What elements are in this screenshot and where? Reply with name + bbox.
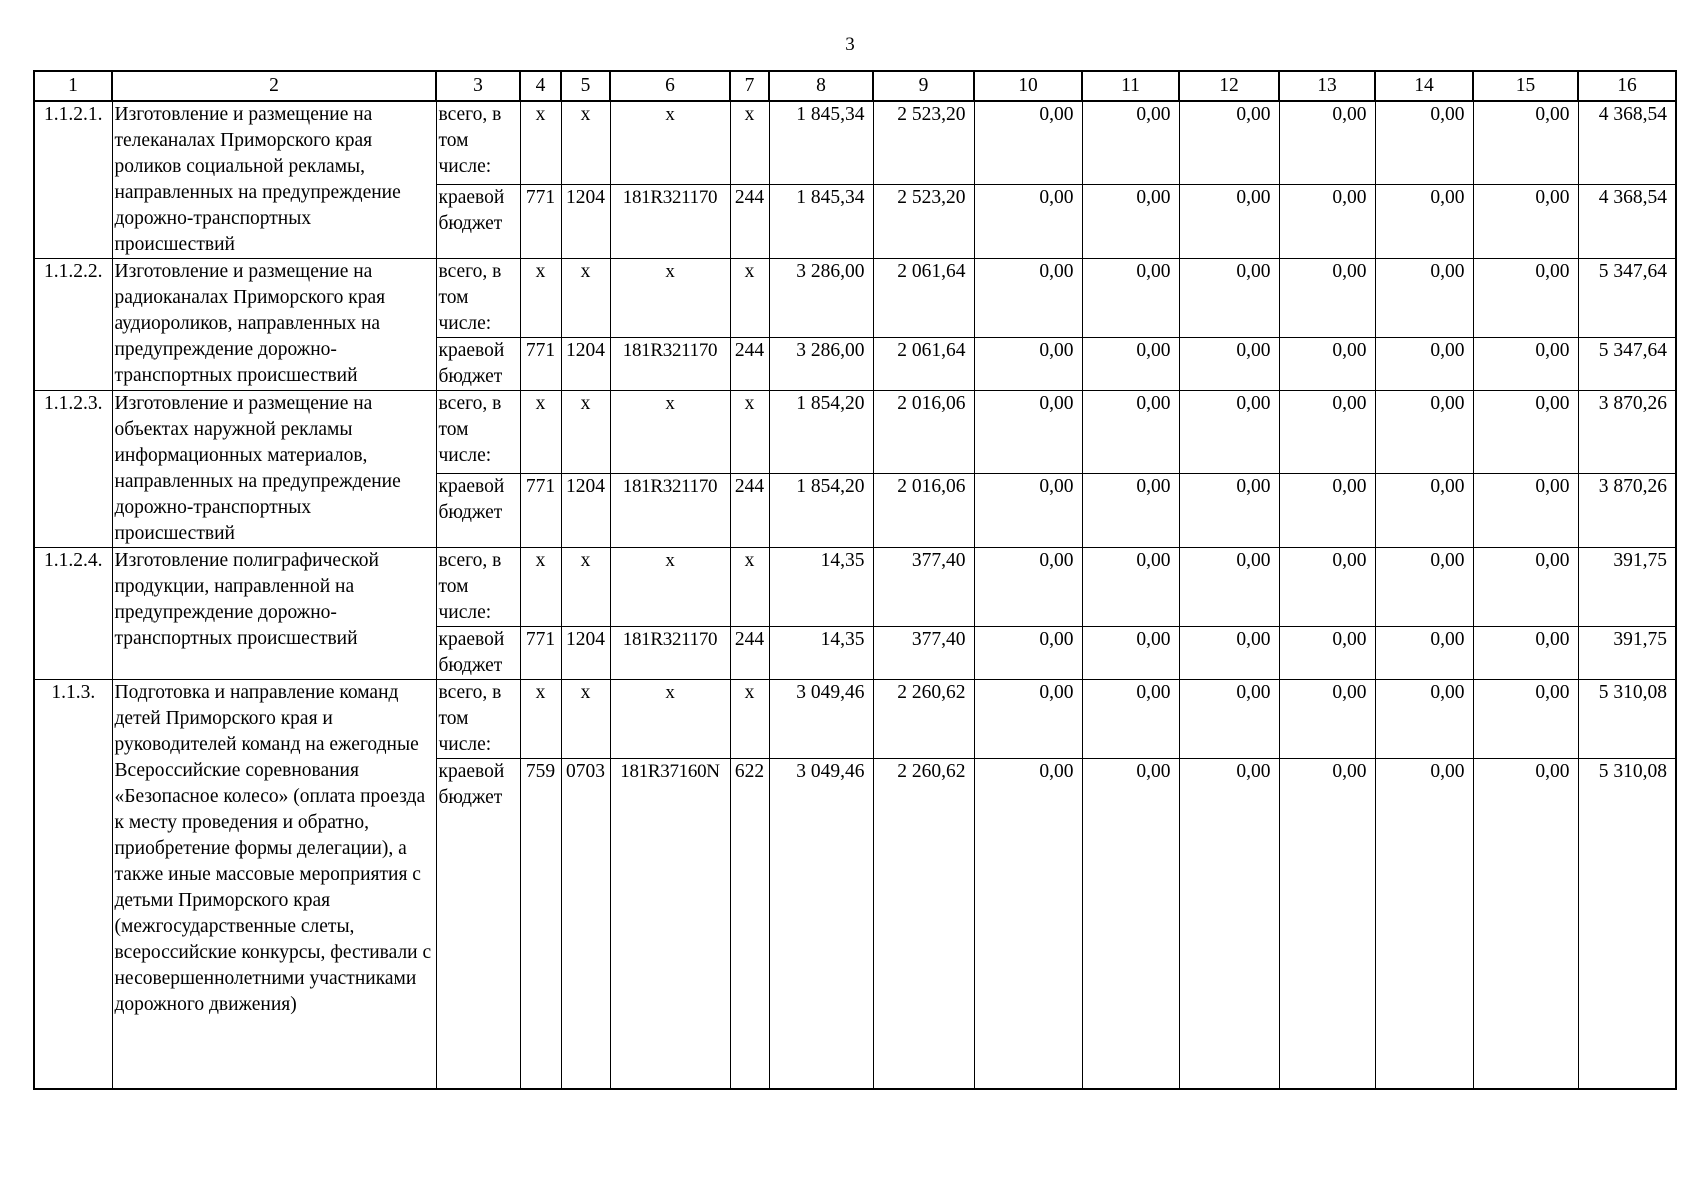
page-number: 3 [845, 34, 855, 55]
value-cell-col-11: 0,00 [1082, 548, 1179, 627]
value-cell-col-4: x [520, 680, 561, 759]
value-cell-col-9: 2 016,06 [873, 391, 974, 474]
value-cell-col-7: 244 [730, 185, 769, 259]
value-cell-col-6: x [610, 548, 730, 627]
value-cell-col-7: 244 [730, 338, 769, 391]
table-row [34, 391, 1676, 474]
funding-source: всего, в том числе: [436, 680, 520, 759]
column-number-row [34, 71, 1676, 101]
value-cell-col-12: 0,00 [1179, 548, 1279, 627]
column-header: 6 [610, 71, 730, 101]
row-number: 1.1.2.2. [34, 259, 112, 391]
column-header: 13 [1279, 71, 1375, 101]
value-cell-col-16: 391,75 [1578, 627, 1676, 680]
value-cell-col-13: 0,00 [1279, 474, 1375, 548]
value-cell-col-12: 0,00 [1179, 759, 1279, 1089]
value-cell-col-14: 0,00 [1375, 338, 1473, 391]
column-header: 15 [1473, 71, 1578, 101]
funding-source: всего, в том числе: [436, 548, 520, 627]
value-cell-col-9: 2 260,62 [873, 759, 974, 1089]
row-description: Изготовление и размещение на объектах наружной рекламы информационных материалов, направленных на предупреждение дорожно-транспортных происшествий [112, 391, 436, 548]
value-cell-col-11: 0,00 [1082, 627, 1179, 680]
value-cell-col-10: 0,00 [974, 548, 1082, 627]
value-cell-col-8: 1 845,34 [769, 101, 873, 185]
value-cell-col-13: 0,00 [1279, 680, 1375, 759]
funding-source: краевой бюджет [436, 759, 520, 1089]
column-header: 14 [1375, 71, 1473, 101]
value-cell-col-13: 0,00 [1279, 759, 1375, 1089]
value-cell-col-7: 244 [730, 627, 769, 680]
value-cell-col-5: 1204 [561, 627, 610, 680]
value-cell-col-15: 0,00 [1473, 548, 1578, 627]
value-cell-col-5: 1204 [561, 338, 610, 391]
value-cell-col-14: 0,00 [1375, 101, 1473, 185]
value-cell-col-9: 2 523,20 [873, 185, 974, 259]
funding-source: краевой бюджет [436, 185, 520, 259]
funding-source: краевой бюджет [436, 338, 520, 391]
value-cell-col-4: 771 [520, 185, 561, 259]
table-row [34, 101, 1676, 185]
value-cell-col-5: x [561, 101, 610, 185]
value-cell-col-5: x [561, 259, 610, 338]
value-cell-col-8: 1 845,34 [769, 185, 873, 259]
column-header: 7 [730, 71, 769, 101]
value-cell-col-7: 622 [730, 759, 769, 1089]
value-cell-col-12: 0,00 [1179, 185, 1279, 259]
row-number: 1.1.2.3. [34, 391, 112, 548]
value-cell-col-16: 391,75 [1578, 548, 1676, 627]
value-cell-col-12: 0,00 [1179, 391, 1279, 474]
row-description: Изготовление и размещение на радиоканалах Приморского края аудиороликов, направленных на предупреждение дорожно-транспортных происшествий [112, 259, 436, 391]
value-cell-col-11: 0,00 [1082, 259, 1179, 338]
value-cell-col-11: 0,00 [1082, 680, 1179, 759]
value-cell-col-15: 0,00 [1473, 338, 1578, 391]
row-number: 1.1.3. [34, 680, 112, 1089]
value-cell-col-16: 4 368,54 [1578, 101, 1676, 185]
value-cell-col-7: x [730, 259, 769, 338]
value-cell-col-10: 0,00 [974, 101, 1082, 185]
value-cell-col-14: 0,00 [1375, 474, 1473, 548]
value-cell-col-16: 4 368,54 [1578, 185, 1676, 259]
value-cell-col-7: x [730, 391, 769, 474]
value-cell-col-12: 0,00 [1179, 474, 1279, 548]
column-header: 4 [520, 71, 561, 101]
value-cell-col-15: 0,00 [1473, 680, 1578, 759]
value-cell-col-9: 2 061,64 [873, 259, 974, 338]
column-header: 16 [1578, 71, 1676, 101]
value-cell-col-7: x [730, 101, 769, 185]
value-cell-col-10: 0,00 [974, 185, 1082, 259]
value-cell-col-10: 0,00 [974, 338, 1082, 391]
value-cell-col-4: x [520, 259, 561, 338]
value-cell-col-11: 0,00 [1082, 185, 1179, 259]
column-header: 8 [769, 71, 873, 101]
value-cell-col-4: 771 [520, 474, 561, 548]
value-cell-col-14: 0,00 [1375, 391, 1473, 474]
value-cell-col-13: 0,00 [1279, 627, 1375, 680]
value-cell-col-13: 0,00 [1279, 391, 1375, 474]
value-cell-col-11: 0,00 [1082, 474, 1179, 548]
value-cell-col-9: 377,40 [873, 548, 974, 627]
value-cell-col-14: 0,00 [1375, 548, 1473, 627]
value-cell-col-10: 0,00 [974, 474, 1082, 548]
value-cell-col-16: 5 347,64 [1578, 338, 1676, 391]
funding-source: краевой бюджет [436, 474, 520, 548]
value-cell-col-8: 3 286,00 [769, 259, 873, 338]
value-cell-col-16: 5 310,08 [1578, 680, 1676, 759]
value-cell-col-10: 0,00 [974, 680, 1082, 759]
value-cell-col-15: 0,00 [1473, 759, 1578, 1089]
value-cell-col-8: 1 854,20 [769, 474, 873, 548]
value-cell-col-6: 181R321170 [610, 338, 730, 391]
value-cell-col-7: x [730, 548, 769, 627]
table-row [34, 680, 1676, 759]
value-cell-col-16: 5 347,64 [1578, 259, 1676, 338]
value-cell-col-11: 0,00 [1082, 338, 1179, 391]
value-cell-col-5: x [561, 548, 610, 627]
value-cell-col-9: 2 016,06 [873, 474, 974, 548]
value-cell-col-12: 0,00 [1179, 259, 1279, 338]
value-cell-col-9: 2 260,62 [873, 680, 974, 759]
value-cell-col-8: 1 854,20 [769, 391, 873, 474]
column-header: 2 [112, 71, 436, 101]
value-cell-col-6: 181R321170 [610, 185, 730, 259]
value-cell-col-4: x [520, 101, 561, 185]
value-cell-col-5: 1204 [561, 185, 610, 259]
value-cell-col-6: 181R321170 [610, 627, 730, 680]
value-cell-col-5: 0703 [561, 759, 610, 1089]
row-number: 1.1.2.4. [34, 548, 112, 680]
value-cell-col-4: 759 [520, 759, 561, 1089]
value-cell-col-6: x [610, 680, 730, 759]
value-cell-col-10: 0,00 [974, 627, 1082, 680]
row-description: Подготовка и направление команд детей Приморского края и руководителей команд на ежегодные Всероссийские соревнования «Безопасное колесо» (оплата проезда к месту проведения и обратно, приобретение формы делегации), а также иные массовые мероприятия с детьми Приморского края (межгосударственные слеты, всероссийские конкурсы, фестивали с несовершеннолетними участниками дорожного движения) [112, 680, 436, 1089]
value-cell-col-4: 771 [520, 338, 561, 391]
value-cell-col-9: 2 523,20 [873, 101, 974, 185]
value-cell-col-11: 0,00 [1082, 759, 1179, 1089]
value-cell-col-11: 0,00 [1082, 101, 1179, 185]
value-cell-col-13: 0,00 [1279, 101, 1375, 185]
column-header: 11 [1082, 71, 1179, 101]
value-cell-col-15: 0,00 [1473, 101, 1578, 185]
value-cell-col-6: 181R321170 [610, 474, 730, 548]
value-cell-col-12: 0,00 [1179, 101, 1279, 185]
value-cell-col-10: 0,00 [974, 759, 1082, 1089]
value-cell-col-10: 0,00 [974, 259, 1082, 338]
column-header: 1 [34, 71, 112, 101]
column-header: 12 [1179, 71, 1279, 101]
value-cell-col-12: 0,00 [1179, 338, 1279, 391]
value-cell-col-16: 3 870,26 [1578, 391, 1676, 474]
value-cell-col-5: 1204 [561, 474, 610, 548]
value-cell-col-8: 3 049,46 [769, 680, 873, 759]
value-cell-col-10: 0,00 [974, 391, 1082, 474]
value-cell-col-6: x [610, 391, 730, 474]
column-header: 9 [873, 71, 974, 101]
value-cell-col-12: 0,00 [1179, 627, 1279, 680]
table-row [34, 548, 1676, 627]
row-number: 1.1.2.1. [34, 101, 112, 259]
value-cell-col-6: 181R37160N [610, 759, 730, 1089]
value-cell-col-7: 244 [730, 474, 769, 548]
value-cell-col-14: 0,00 [1375, 259, 1473, 338]
value-cell-col-15: 0,00 [1473, 474, 1578, 548]
value-cell-col-5: x [561, 680, 610, 759]
column-header: 10 [974, 71, 1082, 101]
value-cell-col-7: x [730, 680, 769, 759]
value-cell-col-13: 0,00 [1279, 185, 1375, 259]
row-description: Изготовление и размещение на телеканалах Приморского края роликов социальной рекламы, направленных на предупреждение дорожно-транспортных происшествий [112, 101, 436, 259]
value-cell-col-13: 0,00 [1279, 259, 1375, 338]
value-cell-col-11: 0,00 [1082, 391, 1179, 474]
value-cell-col-14: 0,00 [1375, 185, 1473, 259]
funding-source: всего, в том числе: [436, 391, 520, 474]
value-cell-col-6: x [610, 259, 730, 338]
value-cell-col-14: 0,00 [1375, 680, 1473, 759]
column-header: 5 [561, 71, 610, 101]
value-cell-col-4: x [520, 548, 561, 627]
value-cell-col-13: 0,00 [1279, 548, 1375, 627]
value-cell-col-8: 3 286,00 [769, 338, 873, 391]
value-cell-col-4: x [520, 391, 561, 474]
value-cell-col-9: 2 061,64 [873, 338, 974, 391]
value-cell-col-8: 3 049,46 [769, 759, 873, 1089]
value-cell-col-15: 0,00 [1473, 391, 1578, 474]
table-row [34, 259, 1676, 338]
value-cell-col-6: x [610, 101, 730, 185]
value-cell-col-15: 0,00 [1473, 259, 1578, 338]
value-cell-col-16: 3 870,26 [1578, 474, 1676, 548]
value-cell-col-8: 14,35 [769, 548, 873, 627]
budget-table [33, 70, 1677, 1090]
funding-source: всего, в том числе: [436, 259, 520, 338]
value-cell-col-14: 0,00 [1375, 759, 1473, 1089]
funding-source: всего, в том числе: [436, 101, 520, 185]
value-cell-col-16: 5 310,08 [1578, 759, 1676, 1089]
value-cell-col-14: 0,00 [1375, 627, 1473, 680]
value-cell-col-5: x [561, 391, 610, 474]
value-cell-col-13: 0,00 [1279, 338, 1375, 391]
funding-source: краевой бюджет [436, 627, 520, 680]
value-cell-col-15: 0,00 [1473, 185, 1578, 259]
value-cell-col-9: 377,40 [873, 627, 974, 680]
value-cell-col-8: 14,35 [769, 627, 873, 680]
row-description: Изготовление полиграфической продукции, направленной на предупреждение дорожно-транспортных происшествий [112, 548, 436, 680]
value-cell-col-15: 0,00 [1473, 627, 1578, 680]
value-cell-col-12: 0,00 [1179, 680, 1279, 759]
value-cell-col-4: 771 [520, 627, 561, 680]
column-header: 3 [436, 71, 520, 101]
